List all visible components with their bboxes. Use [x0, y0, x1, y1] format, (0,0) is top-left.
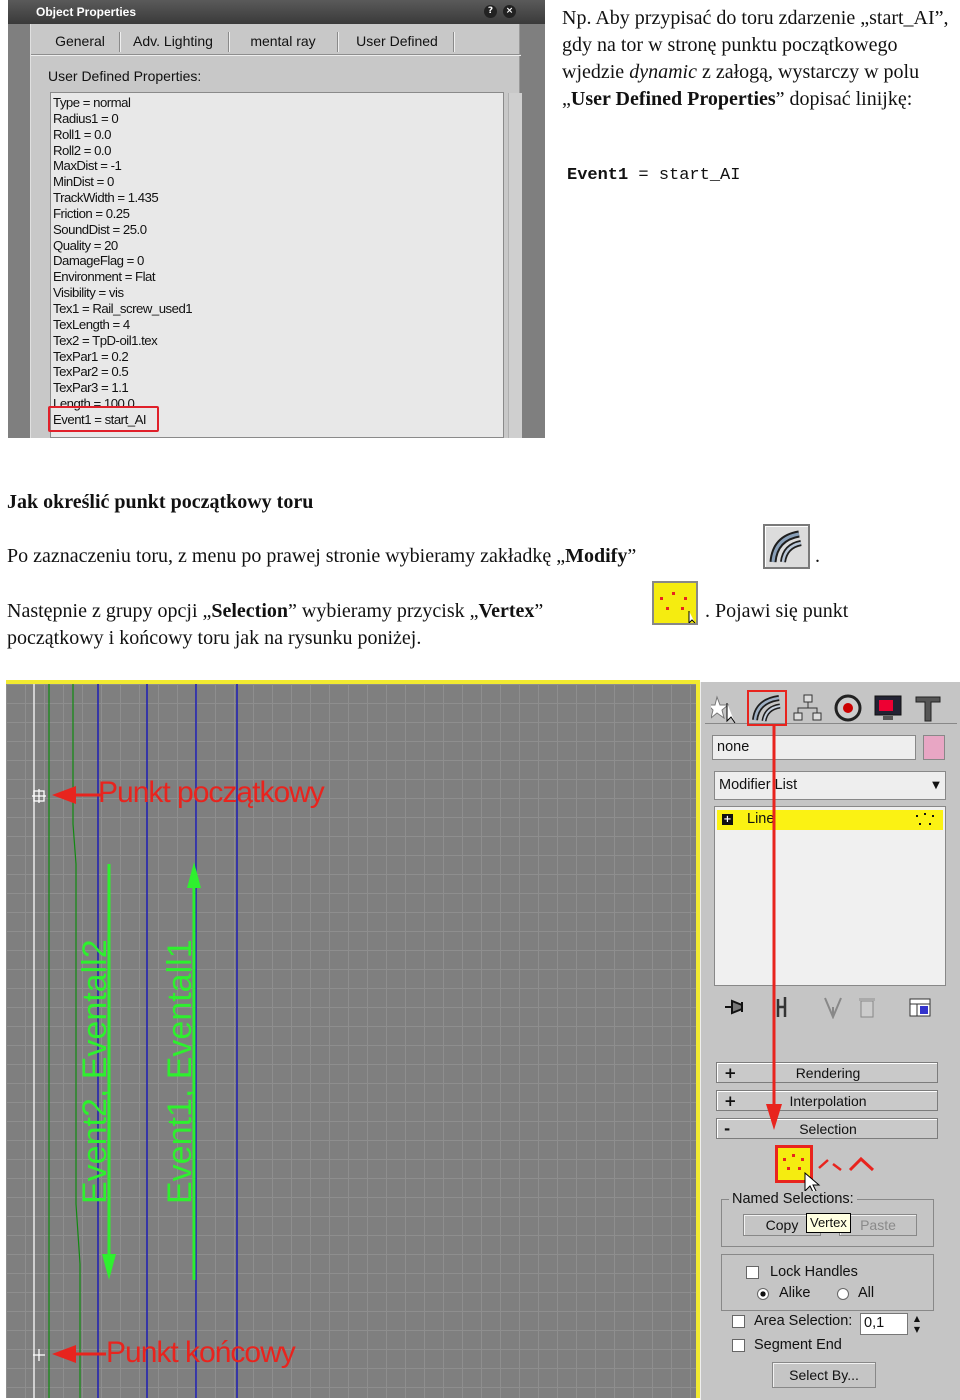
tab-general[interactable]: General: [55, 33, 105, 49]
code-key: Event1: [567, 166, 629, 185]
intro-text-3: ” dopisać linijkę:: [775, 88, 913, 110]
track1-label: Event1, Eventall1: [161, 939, 199, 1204]
para2-mid: ” wybieramy przycisk „: [288, 600, 479, 622]
segment-end-label: Segment End: [754, 1337, 842, 1353]
tab-user-defined[interactable]: User Defined: [356, 33, 438, 49]
para2-end: ”: [534, 600, 544, 622]
property-line: Type = normal: [53, 95, 131, 110]
rollout-sign: -: [724, 1120, 731, 1138]
property-line: SoundDist = 25.0: [53, 221, 147, 237]
property-line: Radius1 = 0: [53, 110, 119, 126]
para1-after: .: [815, 545, 820, 567]
property-line: Event1 = start_AI: [53, 411, 147, 427]
help-icon[interactable]: ?: [484, 5, 497, 18]
motion-tab-icon[interactable]: [833, 693, 863, 723]
intro-italic: dynamic: [629, 61, 697, 83]
viewport[interactable]: [6, 680, 700, 1398]
modify-tab-icon: [763, 524, 810, 569]
display-tab-icon[interactable]: [873, 693, 903, 723]
stack-toolbar: [714, 992, 946, 1022]
rollout-sign: +: [724, 1092, 737, 1110]
alike-radio[interactable]: [757, 1288, 769, 1300]
tab-mental-ray[interactable]: mental ray: [250, 33, 316, 49]
area-selection-checkbox[interactable]: [732, 1315, 745, 1328]
intro-bold: User Defined Properties: [570, 88, 776, 110]
para2-bold2: Vertex: [478, 600, 535, 622]
rollout-label: Interpolation: [789, 1093, 867, 1109]
configure-sets-icon[interactable]: [908, 995, 934, 1019]
code-line: [567, 166, 740, 185]
property-line: TexPar1 = 0.2: [53, 348, 129, 364]
intro-text-1: Np. Aby przypisać do toru zdarzenie „start_AI”, gdy na tor w stronę punktu początkowego wjedzie: [562, 7, 949, 83]
all-radio[interactable]: [837, 1288, 849, 1300]
property-line: Tex2 = TpD-oil1.tex: [53, 332, 158, 348]
para2-line2: początkowy i końcowy toru jak na rysunku poniżej.: [7, 627, 422, 649]
spinner-icon[interactable]: ▲ ▼: [913, 1314, 921, 1334]
object-properties-screenshot: [8, 0, 545, 438]
property-line: MinDist = 0: [53, 174, 114, 190]
property-line: DamageFlag = 0: [53, 253, 144, 269]
dialog-title: Object Properties: [8, 0, 545, 24]
para2-bold1: Selection: [211, 600, 289, 622]
vertex-tooltip: Vertex: [806, 1213, 851, 1233]
segment-end-checkbox[interactable]: [732, 1339, 745, 1352]
property-line: MaxDist = -1: [53, 158, 122, 174]
lock-handles-group: [721, 1254, 934, 1311]
para2-after: . Pojawi się punkt: [705, 600, 849, 622]
para2-text: Następnie z grupy opcji „: [7, 600, 212, 622]
property-line: TexLength = 4: [53, 316, 130, 332]
paragraph-vertex: [7, 598, 543, 625]
lock-handles-label: Lock Handles: [770, 1264, 858, 1280]
modifier-list-dropdown[interactable]: Modifier List: [714, 771, 946, 800]
chevron-down-icon[interactable]: ▼: [932, 780, 940, 791]
alike-label: Alike: [779, 1285, 811, 1301]
select-by-button[interactable]: Select By...: [772, 1362, 876, 1388]
rollout-sign: +: [724, 1064, 737, 1082]
property-line: Quality = 20: [53, 237, 118, 253]
para1-text: Po zaznaczeniu toru, z menu po prawej stronie wybieramy zakładkę „: [7, 545, 566, 567]
modifier-stack[interactable]: [714, 806, 946, 986]
dialog-body: [30, 24, 520, 438]
paragraph-modify: [7, 543, 636, 570]
all-label: All: [858, 1285, 875, 1301]
code-rest: = start_AI: [628, 166, 741, 185]
end-point-label: Punkt końcowy: [106, 1336, 295, 1369]
create-tab-icon[interactable]: [711, 693, 741, 723]
track2-label: Event2, Eventall2: [76, 939, 114, 1204]
utilities-tab-icon[interactable]: [913, 693, 943, 723]
rollout-label: Rendering: [795, 1065, 861, 1081]
property-line: Environment = Flat: [53, 269, 156, 285]
stack-item-line[interactable]: [717, 810, 943, 830]
section-label: User Defined Properties:: [48, 68, 202, 84]
object-name-field[interactable]: none: [712, 735, 916, 760]
vertex-dots-icon: [915, 813, 937, 827]
start-point-label: Punkt początkowy: [98, 776, 324, 809]
rollout-selection[interactable]: [716, 1118, 938, 1139]
section-heading: Jak określić punkt początkowy toru: [7, 491, 314, 513]
scrollbar[interactable]: [508, 93, 522, 438]
hierarchy-tab-icon[interactable]: [793, 694, 823, 722]
property-line: Tex1 = Rail_screw_used1: [53, 300, 193, 316]
property-line: TexPar2 = 0.5: [53, 364, 129, 380]
paste-button[interactable]: Paste: [839, 1214, 917, 1236]
annotation-arrow: [761, 712, 791, 1132]
para1-bold: Modify: [565, 545, 628, 567]
intro-text-2: z załogą, wystarczy w polu „: [562, 61, 920, 110]
rollout-interpolation[interactable]: [716, 1090, 938, 1111]
user-defined-properties-textarea[interactable]: [50, 92, 504, 438]
spline-button-icon[interactable]: [847, 1154, 877, 1176]
lock-handles-checkbox[interactable]: [746, 1266, 759, 1279]
property-line: Length = 100.0: [53, 396, 135, 412]
close-icon[interactable]: ×: [503, 5, 516, 18]
tab-adv-lighting[interactable]: Adv. Lighting: [133, 33, 213, 49]
property-line: Roll2 = 0.0: [53, 142, 111, 158]
tab-bar: [31, 30, 521, 54]
property-line: TrackWidth = 1.435: [53, 190, 159, 206]
expand-icon[interactable]: +: [723, 814, 732, 825]
stack-item-label: Line: [747, 811, 775, 827]
para1-end: ”: [627, 545, 637, 567]
area-selection-label: Area Selection:: [754, 1313, 853, 1329]
remove-modifier-icon[interactable]: [856, 995, 878, 1019]
command-tabs: [705, 688, 957, 724]
property-line: Visibility = vis: [53, 285, 124, 301]
command-panel: [700, 682, 960, 1400]
make-unique-icon[interactable]: [822, 995, 848, 1019]
property-line: Roll1 = 0.0: [53, 126, 111, 142]
intro-paragraph: [562, 5, 957, 113]
pin-stack-icon[interactable]: [722, 996, 748, 1018]
copy-button[interactable]: Copy: [743, 1214, 821, 1236]
vertex-button-icon: [652, 581, 698, 625]
area-selection-input[interactable]: 0,1: [860, 1313, 908, 1335]
named-selections-label: Named Selections:: [729, 1191, 857, 1207]
object-color-swatch[interactable]: [923, 735, 945, 760]
rollout-label: Selection: [799, 1121, 857, 1137]
rollout-rendering[interactable]: [716, 1062, 938, 1083]
highlight-box: [48, 406, 159, 432]
property-line: Friction = 0.25: [53, 205, 130, 221]
property-line: TexPar3 = 1.1: [53, 380, 129, 396]
